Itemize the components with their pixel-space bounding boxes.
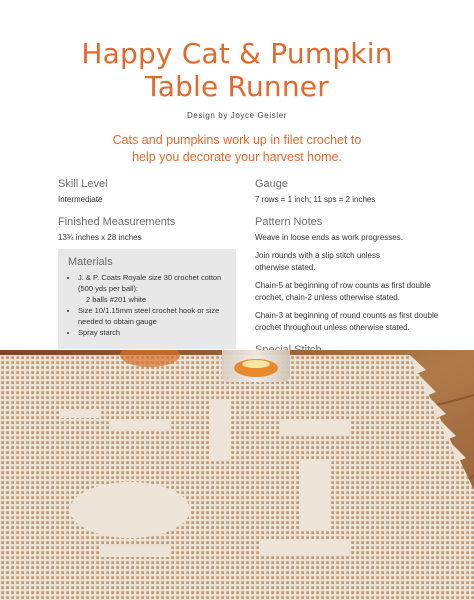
measurements-section xyxy=(58,216,238,244)
materials-heading: Materials xyxy=(68,256,113,268)
intro-line-1: Cats and pumpkins work up in filet crochet to xyxy=(112,133,362,147)
runner-photo-illustration xyxy=(0,350,474,600)
gauge-heading: Gauge xyxy=(255,178,289,190)
gauge-section xyxy=(255,178,455,206)
intro-line-2: help you decorate your harvest home. xyxy=(132,150,342,164)
page-title xyxy=(0,37,474,103)
gauge-value: 7 rows = 1 inch; 11 sps = 2 inches xyxy=(255,195,376,204)
materials-item: • J. & P. Coats Royale size 30 crochet cotton (500 yds per ball): 2 balls #201 white xyxy=(78,272,236,305)
materials-box xyxy=(58,249,236,349)
notes-heading: Pattern Notes xyxy=(255,216,323,228)
title-line-2: Table Runner xyxy=(145,70,329,103)
note-4: Chain-3 at beginning of round counts as first double crochet throughout unless otherwise stated. xyxy=(255,311,439,332)
materials-item: • Size 10/1.15mm steel crochet hook or size needed to obtain gauge xyxy=(78,305,236,327)
table-runner-photo xyxy=(0,350,474,600)
note-1: Weave in loose ends as work progresses. xyxy=(255,233,403,242)
intro-text xyxy=(0,132,474,166)
skill-section xyxy=(58,178,238,206)
notes-section xyxy=(255,216,455,334)
title-line-1: Happy Cat & Pumpkin xyxy=(81,37,393,70)
note-2: Join rounds with a slip stitch unless otherwise stated. xyxy=(255,251,380,272)
skill-value: Intermediate xyxy=(58,195,103,204)
materials-item: • Spray starch xyxy=(78,327,236,338)
materials-list xyxy=(68,272,236,338)
measurements-value: 13¾ inches x 28 inches xyxy=(58,233,142,242)
left-column xyxy=(58,178,238,254)
designer-byline: Design by Joyce Geisler xyxy=(186,111,288,120)
note-3: Chain-5 at beginning of row counts as first double crochet, chain-2 unless otherwise stated. xyxy=(255,281,431,302)
skill-heading: Skill Level xyxy=(58,178,108,190)
measurements-heading: Finished Measurements xyxy=(58,216,176,228)
